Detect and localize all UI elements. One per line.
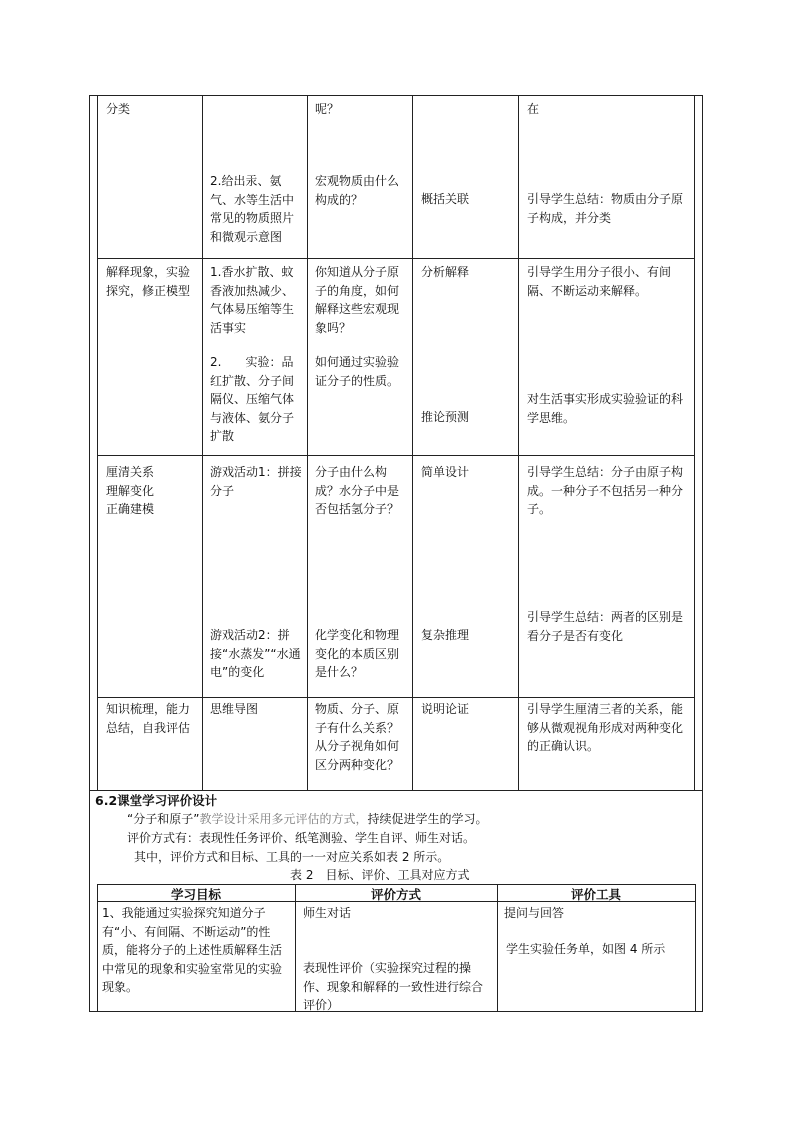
table2-caption: 表 2 目标、评价、工具对应方式 (290, 868, 470, 882)
section-paragraph-1 (127, 810, 487, 828)
table1-col-divider (307, 95, 308, 790)
table1-cell: 宏观物质由什么构成的？ (315, 174, 400, 207)
table1-cell: 化学变化和物理变化的本质区别是什么？ (315, 628, 400, 679)
table1-cell: 如何通过实验验证分子的性质。 (315, 355, 400, 388)
table1-cell: 呢？ (315, 102, 340, 116)
table1-cell: 说明论证 (421, 702, 470, 716)
table1-cell: 思维导图 (210, 702, 259, 716)
table1-row-divider (97, 697, 695, 698)
table1-cell: 分子由什么构成？水分子中是否包括氢分子？ (315, 465, 400, 516)
section-paragraph-2: 评价方式有：表现性任务评价、纸笔测验、学生自评、师生对话。 (127, 831, 476, 845)
table1-cell: 分析解释 (421, 265, 470, 279)
table1-cell: 对生活事实形成实验验证的科学思维。 (527, 392, 684, 425)
table1-cell: 游戏活动2：拼接“水蒸发”“水通电”的变化 (210, 628, 301, 679)
table1-cell: 分类 (106, 102, 131, 116)
section-paragraph-3: 其中，评价方式和目标、工具的一一对应关系如表 2 所示。 (134, 850, 450, 864)
table1-cell: 简单设计 (421, 465, 470, 479)
table2-tool-cell: 提问与回答 (504, 906, 565, 920)
table1-cell: 复杂推理 (421, 628, 470, 642)
table2-col-divider (295, 884, 296, 1012)
table2-header-method: 评价方式 (370, 887, 421, 902)
table1-cell: 引导学生厘清三者的关系，能够从微观视角形成对两种变化的正确认识。 (527, 702, 684, 753)
table1-cell: 你知道从分子原子的角度，如何解释这些宏观现象吗？ (315, 265, 400, 335)
quoted-title: “分子和原子” (127, 812, 200, 826)
table2-header-goal: 学习目标 (170, 887, 221, 902)
table1-cell: 2. 实验：品红扩散、分子间隔仪、压缩气体与液体、氨分子扩散 (210, 355, 295, 443)
table1-cell: 知识梳理，能力总结，自我评估 (106, 702, 191, 735)
table1-cell: 引导学生总结：两者的区别是看分子是否有变化 (527, 610, 684, 643)
table1-col-divider (518, 95, 519, 790)
table1-cell: 引导学生总结：分子由原子构成。一种分子不包括另一种分子。 (527, 465, 684, 516)
table2-col-divider (97, 884, 98, 1012)
section-title: 6.2课堂学习评价设计 (95, 793, 218, 808)
table1-cell: 物质、分子、原子有什么关系？从分子视角如何区分两种变化？ (315, 702, 400, 772)
table2-tool-cell: 学生实验任务单，如图 4 所示 (506, 942, 666, 956)
table1-cell: 引导学生总结：物质由分子原子构成，并分类 (527, 192, 684, 225)
table1-cell: 1.香水扩散、蚊香液加热减少、气体易压缩等生活事实 (210, 265, 295, 335)
table2-goal-cell: 1、我能通过实验探究知道分子有“小、有间隔、不断运动”的性质，能将分子的上述性质解释生活中常见的现象和实验室常见的实验现象。 (102, 906, 283, 994)
table2-col-divider (695, 884, 696, 1012)
table2-method-cell: 师生对话 (303, 906, 352, 920)
table2-method-cell: 表现性评价（实验探究过程的操作、现象和解释的一致性进行综合评价） (303, 961, 484, 1012)
table1-cell: 概括关联 (421, 192, 470, 206)
table2-header-tool: 评价工具 (570, 887, 621, 902)
gray-text: 教学设计采用多元评估的方式， (199, 812, 368, 826)
table2-col-divider (497, 884, 498, 1012)
table1-col-divider (412, 95, 413, 790)
table1-row-divider (97, 258, 695, 259)
table1-cell: 推论预测 (421, 410, 470, 424)
table1-cell: 引导学生用分子很小、有间隔、不断运动来解释。 (527, 265, 672, 298)
table1-cell: 解释现象，实验探究，修正模型 (106, 265, 191, 298)
table1-cell: 游戏活动1：拼接分子 (210, 465, 302, 498)
table1-col-divider (202, 95, 203, 790)
table1-row-divider (97, 455, 695, 456)
table1-cell: 在 (527, 102, 540, 116)
table1-cell: 2.给出汞、氨气、水等生活中常见的物质照片和微观示意图 (210, 174, 295, 244)
table1-cell: 厘清关系 理解变化 正确建模 (106, 465, 155, 516)
paragraph-text: 持续促进学生的学习。 (367, 812, 488, 826)
